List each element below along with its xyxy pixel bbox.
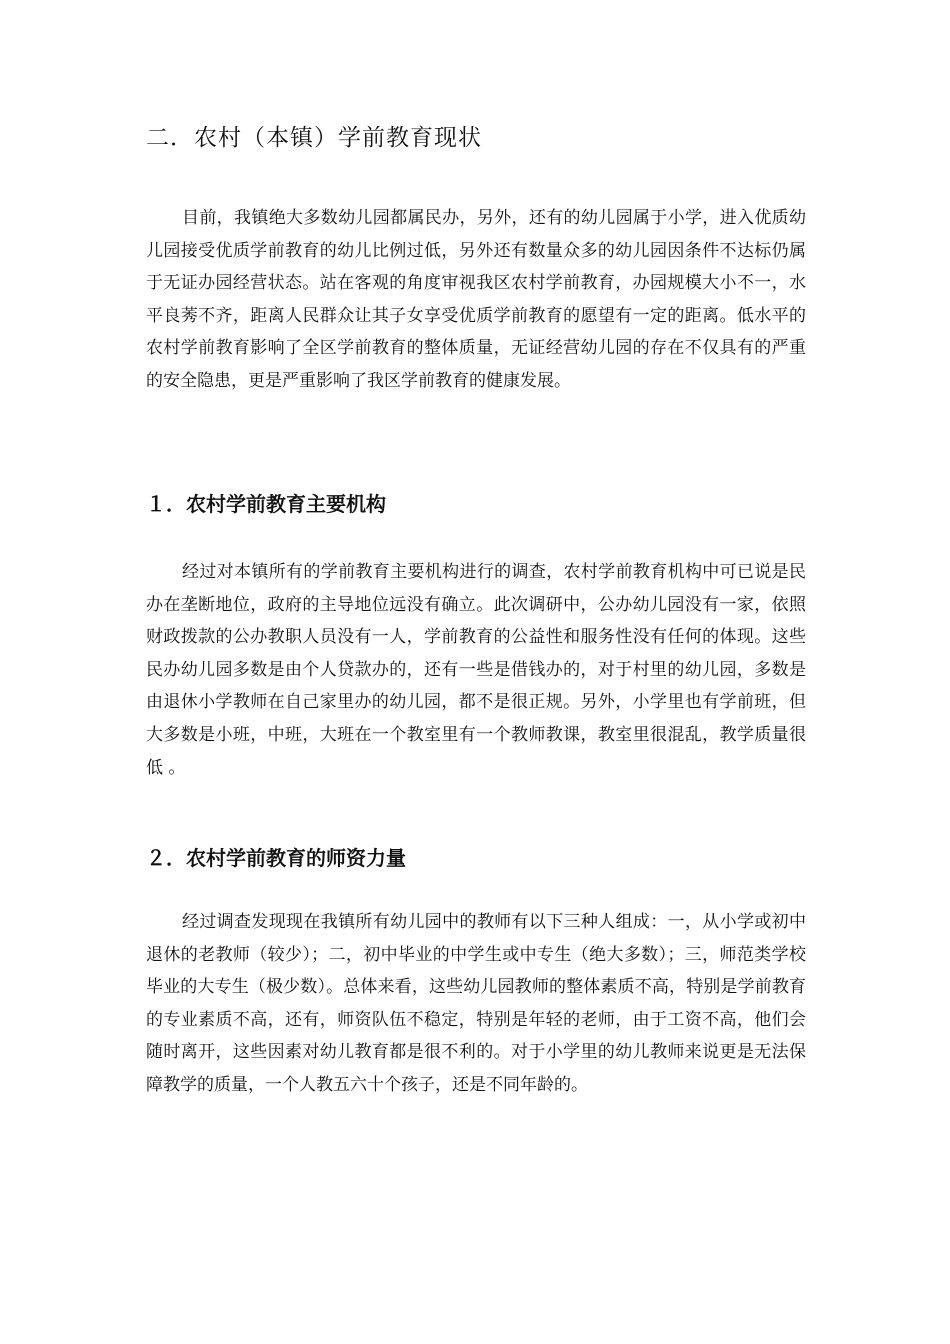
intro-paragraph: 目前，我镇绝大多数幼儿园都属民办，另外，还有的幼儿园属于小学，进入优质幼儿园接受优质学前教育的幼儿比例过低，另外还有数量众多的幼儿园因条件不达标仍属于无证办园经营状态。站在客观的角度审视我区农村学前教育，办园规模大小不一，水平良莠不齐，距离人民群众让其子女享受优质学前教育的愿望有一定的距离。低水平的农村学前教育影响了全区学前教育的整体质量，无证经营幼儿园的存在不仅具有的严重的安全隐患，更是严重影响了我区学前教育的健康发展。 <box>146 208 806 391</box>
paragraph-teachers: 经过调查发现现在我镇所有幼儿园中的教师有以下三种人组成：一，从小学或初中退休的老教师（较少）；二，初中毕业的中学生或中专生（绝大多数）；三，师范类学校毕业的大专生（极少数）。总体来看，这些幼儿园教师的整体素质不高，特别是学前教育的专业素质不高，还有，师资队伍不稳定，特别是年轻的老师，由于工资不高，他们会随时离开，这些因素对幼儿教育都是很不利的。对于小学里的幼儿教师来说更是无法保障教学的质量，一个人教五六十个孩子，还是不同年龄的。 <box>146 912 806 1095</box>
paragraph-institutions: 经过对本镇所有的学前教育主要机构进行的调查，农村学前教育机构中可已说是民办在垄断地位，政府的主导地位远没有确立。此次调研中，公办幼儿园没有一家，依照财政拨款的公办教职人员没有一人，学前教育的公益性和服务性没有任何的体现。这些民办幼儿园多数是由个人贷款办的，还有一些是借钱办的，对于村里的幼儿园，多数是由退休小学教师在自己家里办的幼儿园，都不是很正规。另外，小学里也有学前班，但大多数是小班，中班，大班在一个教室里有一个教师教课，教室里很混乱，教学质量很低 。 <box>146 562 806 778</box>
section-title: 二．农村（本镇）学前教育现状 <box>146 125 482 151</box>
subsection-title-teachers: ２．农村学前教育的师资力量 <box>146 846 406 870</box>
subsection-title-institutions: １．农村学前教育主要机构 <box>146 492 386 516</box>
